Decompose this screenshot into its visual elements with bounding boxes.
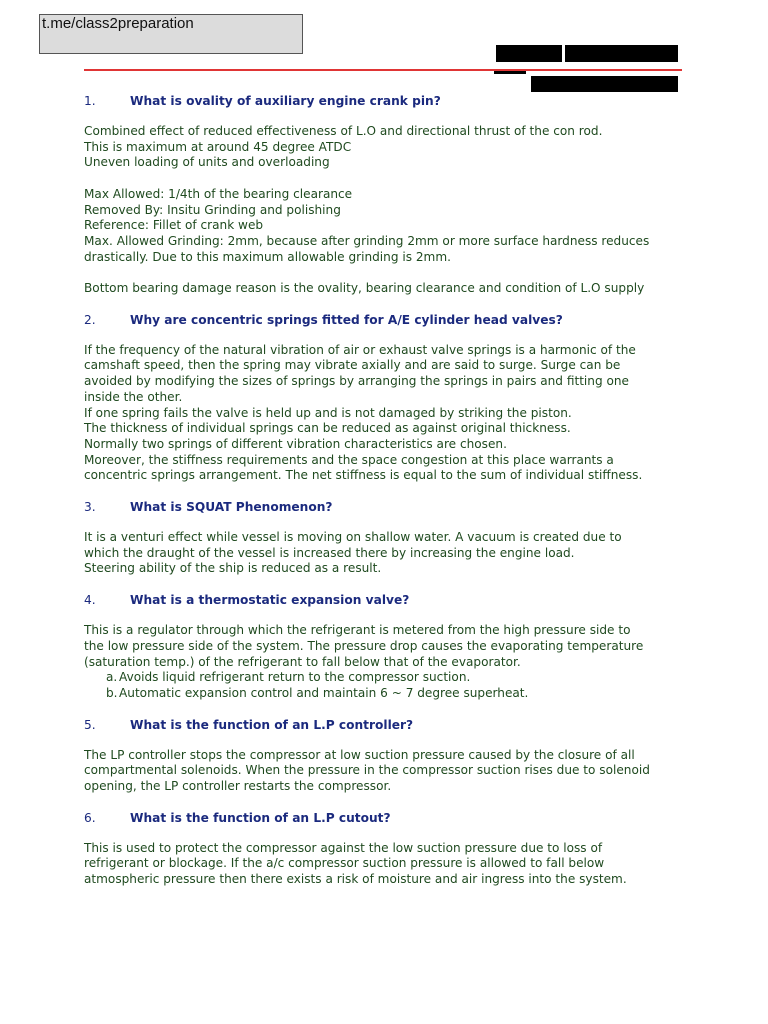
question-title: What is ovality of auxiliary engine crank pin? [130,94,441,108]
paragraph-gap [84,265,684,281]
redaction-block-1 [496,45,562,62]
answer-line: concentric springs arrangement. The net stiffness is equal to the sum of individual stiffness. [84,468,643,483]
answer-line: Moreover, the stiffness requirements and the space congestion at this place warrants a [84,452,614,467]
question-heading [84,498,684,516]
list-item [84,670,684,686]
answer-line: Removed By: Insitu Grinding and polishing [84,202,341,217]
answer-line: The LP controller stops the compressor at low suction pressure caused by the closure of all [84,747,635,762]
answer-line: This is maximum at around 45 degree ATDC [84,139,352,154]
answer-line: drastically. Due to this maximum allowable grinding is 2mm. [84,249,451,264]
list-item [84,686,684,702]
answer-line: opening, the LP controller restarts the compressor. [84,779,392,794]
list-item-text: Automatic expansion control and maintain 6 ~ 7 degree superheat. [119,685,529,700]
redaction-block-2 [565,45,678,62]
answer-line: camshaft speed, then the spring may vibrate axially and are said to surge. Surge can be [84,358,621,373]
list-item-letter: b. [106,685,118,700]
question-heading [84,716,684,734]
question-title: What is the function of an L.P controller? [130,717,414,732]
answer-line: If the frequency of the natural vibration of air or exhaust valve springs is a harmonic of the [84,342,636,357]
answer-block [84,530,684,577]
answer-line: the low pressure side of the system. The pressure drop causes the evaporating temperature [84,638,644,653]
channel-watermark: t.me/class2preparation [39,14,303,54]
question-number: 1. [84,94,96,108]
paragraph-gap [84,171,684,187]
question-number: 6. [84,810,96,825]
question-title: What is SQUAT Phenomenon? [130,500,333,515]
answer-line: It is a venturi effect while vessel is moving on shallow water. A vacuum is created due to [84,530,622,545]
answer-line: Steering ability of the ship is reduced as a result. [84,561,382,576]
answer-line: Max. Allowed Grinding: 2mm, because after grinding 2mm or more surface hardness reduces [84,233,650,248]
answer-block [84,841,684,888]
question-number: 5. [84,717,96,732]
answer-line: This is a regulator through which the refrigerant is metered from the high pressure side to [84,623,631,638]
redaction-block-3 [531,76,678,92]
answer-block [84,748,684,795]
question-number: 3. [84,500,96,515]
answer-line: compartmental solenoids. When the pressure in the compressor suction rises due to solenoid [84,763,650,778]
answer-line: Reference: Fillet of crank web [84,218,264,233]
question-title: Why are concentric springs fitted for A/E cylinder head valves? [130,312,563,327]
list-item-text: Avoids liquid refrigerant return to the compressor suction. [119,670,471,685]
answer-line: Uneven loading of units and overloading [84,155,330,170]
answer-line: avoided by modifying the sizes of springs by arranging the springs in pairs and fitting one [84,374,629,389]
answer-line: If one spring fails the valve is held up and is not damaged by striking the piston. [84,405,572,420]
question-heading [84,311,684,329]
question-heading [84,591,684,609]
question-heading [84,809,684,827]
question-title: What is a thermostatic expansion valve? [130,593,410,608]
answer-line: Max Allowed: 1/4th of the bearing clearance [84,186,353,201]
answer-line: Normally two springs of different vibration characteristics are chosen. [84,436,507,451]
list-item-letter: a. [106,670,118,685]
answer-line: inside the other. [84,389,183,404]
answer-line: which the draught of the vessel is increased there by increasing the engine load. [84,545,575,560]
answer-block [84,124,684,297]
question-heading [84,92,684,110]
answer-line: Bottom bearing damage reason is the ovality, bearing clearance and condition of L.O supply [84,281,645,295]
answer-line: Combined effect of reduced effectiveness of L.O and directional thrust of the con rod. [84,124,603,138]
answer-line: refrigerant or blockage. If the a/c compressor suction pressure is allowed to fall below [84,856,605,871]
answer-block [84,343,684,484]
header-rule [84,69,682,71]
question-number: 2. [84,312,96,327]
answer-line: The thickness of individual springs can be reduced as against original thickness. [84,421,571,436]
redaction-underline [494,71,526,74]
answer-line: (saturation temp.) of the refrigerant to fall below that of the evaporator. [84,654,521,669]
answer-line: This is used to protect the compressor against the low suction pressure due to loss of [84,840,603,855]
question-number: 4. [84,593,96,608]
answer-line: atmospheric pressure then there exists a risk of moisture and air ingress into the system. [84,872,627,887]
answer-block [84,623,684,702]
question-title: What is the function of an L.P cutout? [130,810,391,825]
document-body [84,92,684,902]
